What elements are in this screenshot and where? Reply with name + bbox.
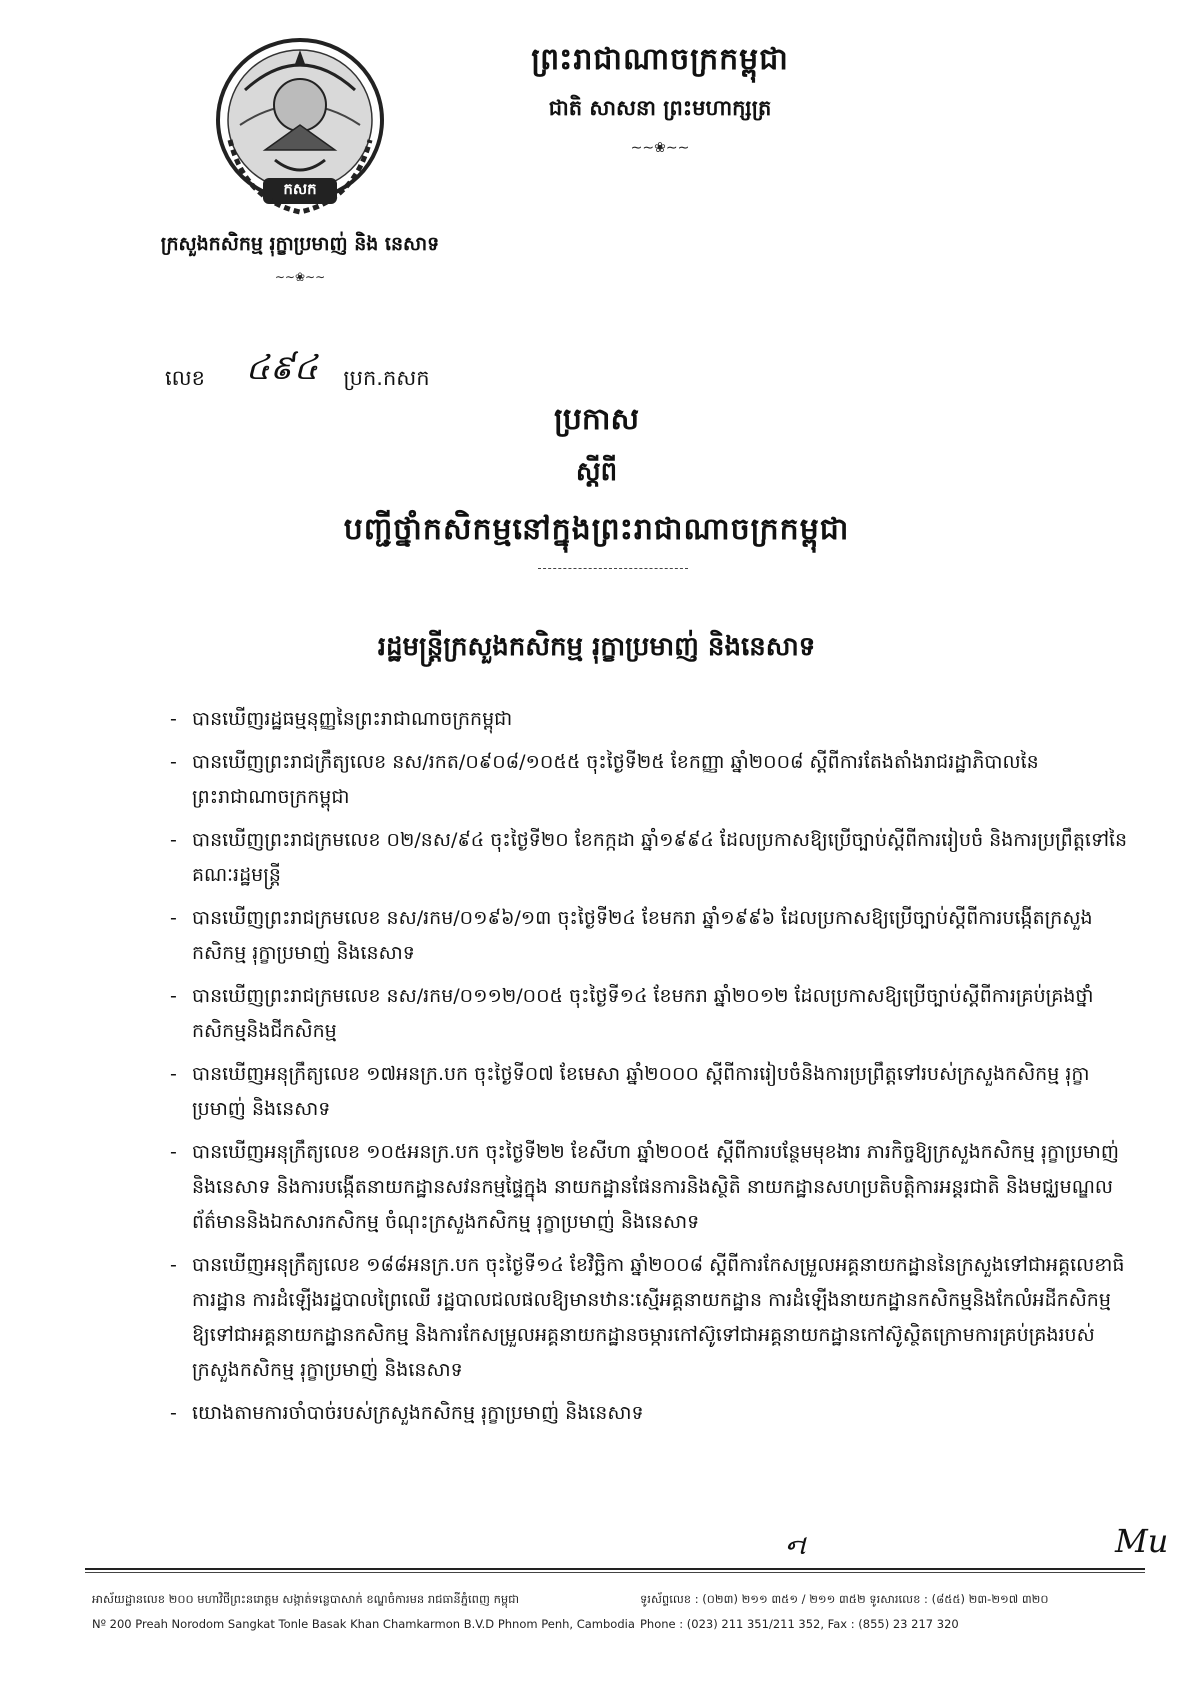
clause-text: បានឃើញព្រះរាជក្រឹត្យលេខ នស/រកត/០៩០៨/១០៥៥ ចុះថ្ងៃទី២៥ ខែកញ្ញា ឆ្នាំ២០០៨ ស្តីពីការតែងតាំងរាជរដ្ឋាភិបាលនៃព្រះរាជាណាចក្រកម្ពុជា: [192, 751, 1039, 808]
footer-divider: [85, 1568, 1145, 1570]
footer-phone-kh: ទូរស័ព្ទលេខ : (០២៣) ២១១ ៣៥១ / ២១១ ៣៥២ ទូរសារលេខ : (៨៥៥) ២៣-២១៧ ៣២០: [640, 1592, 1049, 1606]
clause-text: បានឃើញព្រះរាជក្រមលេខ ០២/នស/៩៤ ចុះថ្ងៃទី២០ ខែកក្កដា ឆ្នាំ១៩៩៤ ដែលប្រកាសឱ្យប្រើច្បាប់ស្តីពីការរៀបចំ និងការប្រព្រឹត្តទៅនៃគណៈរដ្ឋមន្ត្រី: [192, 829, 1128, 886]
clause-text: បានឃើញរដ្ឋធម្មនុញ្ញនៃព្រះរាជាណាចក្រកម្ពុជា: [192, 708, 513, 730]
list-item: - បានឃើញអនុក្រឹត្យលេខ ១០៥អនក្រ.បក ចុះថ្ងៃទី២២ ខែសីហា ឆ្នាំ២០០៥ ស្តីពីការបន្ថែមមុខងារ ភារកិច្ចឱ្យក្រសួងកសិកម្ម រុក្ខាប្រមាញ់ និងនេសាទ និងការបង្កើតនាយកដ្ឋានសវនកម្មផ្ទៃក្នុង នាយកដ្ឋានផែនការនិងស្ថិតិ នាយកដ្ឋានសហប្រតិបត្តិការអន្តរជាតិ និងមជ្ឈមណ្ឌលព័ត៌មាននិងឯកសារកសិកម្ម ចំណុះក្រសួងកសិកម្ម រុក្ខាប្រមាញ់ និងនេសាទ: [170, 1141, 1119, 1233]
list-item: - បានឃើញរដ្ឋធម្មនុញ្ញនៃព្រះរាជាណាចក្រកម្ពុជា: [170, 708, 513, 730]
reference-label: លេខ: [165, 366, 205, 390]
document-about: ស្តីពី: [575, 457, 618, 487]
document-type: ប្រកាស: [553, 402, 640, 437]
initial-signature: Mu: [1115, 1522, 1169, 1560]
list-item: - បានឃើញអនុក្រឹត្យលេខ ១៨៨អនក្រ.បក ចុះថ្ងៃទី១៤ ខែវិច្ឆិកា ឆ្នាំ២០០៨ ស្តីពីការកែសម្រួលអគ្គនាយកដ្ឋាននៃក្រសួងទៅជាអគ្គលេខាធិការដ្ឋាន ការដំឡើងរដ្ឋបាលព្រៃឈើ រដ្ឋបាលជលផលឱ្យមានឋានៈស្មើអគ្គនាយកដ្ឋាន ការដំឡើងនាយកដ្ឋានកសិកម្មនិងកែលំអដីកសិកម្មឱ្យទៅជាអគ្គនាយកដ្ឋានកសិកម្ម និងការកែសម្រួលអគ្គនាយកដ្ឋានចម្ការកៅស៊ូទៅជាអគ្គនាយកដ្ឋានកៅស៊ូស្ថិតក្រោមការគ្រប់គ្រងរបស់ក្រសួងកសិកម្ម រុក្ខាប្រមាញ់ និងនេសាទ: [170, 1254, 1125, 1381]
ministry-emblem: [205, 30, 395, 230]
footer-address-en: Nº 200 Preah Norodom Sangkat Tonle Basak Khan Chamkarmon B.V.D Phnom Penh, Cambodia: [92, 1617, 635, 1631]
minister-heading: រដ្ឋមន្ត្រីក្រសួងកសិកម្ម រុក្ខាប្រមាញ់ និងនេសាទ: [377, 632, 816, 662]
reference-number: [165, 348, 430, 402]
list-item: - បានឃើញអនុក្រឹត្យលេខ ១៧អនក្រ.បក ចុះថ្ងៃទី០៧ ខែមេសា ឆ្នាំ២០០០ ស្តីពីការរៀបចំនិងការប្រព្រឹត្តទៅរបស់ក្រសួងកសិកម្ម រុក្ខាប្រមាញ់ និងនេសាទ: [170, 1063, 1090, 1120]
ministry-ornament: ∼∼❀∼∼: [274, 270, 326, 284]
national-motto: ជាតិ សាសនា ព្រះមហាក្សត្រ: [548, 96, 772, 120]
kingdom-title: ព្រះរាជាណាចក្រកម្ពុជា: [531, 42, 789, 77]
list-item: - បានឃើញព្រះរាជក្រមលេខ នស/រកម/០១៩៦/១៣ ចុះថ្ងៃទី២៤ ខែមករា ឆ្នាំ១៩៩៦ ដែលប្រកាសឱ្យប្រើច្បាប់ស្តីពីការបង្កើតក្រសួងកសិកម្ម រុក្ខាប្រមាញ់ និងនេសាទ: [170, 907, 1093, 964]
document-subject: បញ្ជីថ្នាំកសិកម្មនៅក្នុងព្រះរាជាណាចក្រកម្ពុជា: [343, 512, 850, 547]
list-item: - យោងតាមការចាំបាច់របស់ក្រសួងកសិកម្ម រុក្ខាប្រមាញ់ និងនេសាទ: [170, 1402, 644, 1424]
clause-text: បានឃើញអនុក្រឹត្យលេខ ១៨៨អនក្រ.បក ចុះថ្ងៃទី១៤ ខែវិច្ឆិកា ឆ្នាំ២០០៨ ស្តីពីការកែសម្រួលអគ្គនាយកដ្ឋាននៃក្រសួងទៅជាអគ្គលេខាធិការដ្ឋាន ការដំឡើងរដ្ឋបាលព្រៃឈើ រដ្ឋបាលជលផលឱ្យមានឋានៈស្មើអគ្គនាយកដ្ឋាន ការដំឡើងនាយកដ្ឋានកសិកម្មនិងកែលំអដីកសិកម្មឱ្យទៅជាអគ្គនាយកដ្ឋានកសិកម្ម និងការកែសម្រួលអគ្គនាយកដ្ឋានចម្ការកៅស៊ូទៅជាអគ្គនាយកដ្ឋានកៅស៊ូស្ថិតក្រោមការគ្រប់គ្រងរបស់ក្រសួងកសិកម្ម រុក្ខាប្រមាញ់ និងនេសាទ: [192, 1254, 1125, 1381]
header-ornament: ∼∼❀∼∼: [630, 140, 690, 156]
clause-text: បានឃើញព្រះរាជក្រមលេខ នស/រកម/០១១២/០០៥ ចុះថ្ងៃទី១៤ ខែមករា ឆ្នាំ២០១២ ដែលប្រកាសឱ្យប្រើច្បាប់ស្តីពីការគ្រប់គ្រងថ្នាំកសិកម្មនិងជីកសិកម្ម: [192, 985, 1094, 1042]
footer-address-kh: អាស័យដ្ឋានលេខ ២០០ មហាវិថីព្រះនរោត្តម សង្កាត់ទន្លេបាសាក់ ខណ្ឌចំការមន រាជធានីភ្នំពេញ កម្ពុជា: [92, 1592, 520, 1606]
preamble-clauses: [170, 702, 1130, 1439]
list-item: - បានឃើញព្រះរាជក្រមលេខ ០២/នស/៩៤ ចុះថ្ងៃទី២០ ខែកក្កដា ឆ្នាំ១៩៩៤ ដែលប្រកាសឱ្យប្រើច្បាប់ស្តីពីការរៀបចំ និងការប្រព្រឹត្តទៅនៃគណៈរដ្ឋមន្ត្រី: [170, 829, 1128, 886]
footer-phone-en: Phone : (023) 211 351/211 352, Fax : (855) 23 217 320: [640, 1617, 959, 1631]
clause-text: បានឃើញអនុក្រឹត្យលេខ ១៧អនក្រ.បក ចុះថ្ងៃទី០៧ ខែមេសា ឆ្នាំ២០០០ ស្តីពីការរៀបចំនិងការប្រព្រឹត្តទៅរបស់ក្រសួងកសិកម្ម រុក្ខាប្រមាញ់ និងនេសាទ: [192, 1063, 1090, 1120]
list-item: - បានឃើញព្រះរាជក្រមលេខ នស/រកម/០១១២/០០៥ ចុះថ្ងៃទី១៤ ខែមករា ឆ្នាំ២០១២ ដែលប្រកាសឱ្យប្រើច្បាប់ស្តីពីការគ្រប់គ្រងថ្នាំកសិកម្មនិងជីកសិកម្ម: [170, 985, 1094, 1042]
emblem-text: កសក: [283, 180, 317, 198]
clause-text: បានឃើញព្រះរាជក្រមលេខ នស/រកម/០១៩៦/១៣ ចុះថ្ងៃទី២៤ ខែមករា ឆ្នាំ១៩៩៦ ដែលប្រកាសឱ្យប្រើច្បាប់ស្តីពីការបង្កើតក្រសួងកសិកម្ម រុក្ខាប្រមាញ់ និងនេសាទ: [192, 907, 1093, 964]
handwritten-number: ៤៩៤: [245, 348, 318, 388]
title-divider: [538, 568, 688, 569]
footer-divider: [85, 1572, 1145, 1573]
clause-text: យោងតាមការចាំបាច់របស់ក្រសួងកសិកម្ម រុក្ខាប្រមាញ់ និងនេសាទ: [192, 1402, 644, 1424]
clause-text: បានឃើញអនុក្រឹត្យលេខ ១០៥អនក្រ.បក ចុះថ្ងៃទី២២ ខែសីហា ឆ្នាំ២០០៥ ស្តីពីការបន្ថែមមុខងារ ភារកិច្ចឱ្យក្រសួងកសិកម្ម រុក្ខាប្រមាញ់ និងនេសាទ និងការបង្កើតនាយកដ្ឋានសវនកម្មផ្ទៃក្នុង នាយកដ្ឋានផែនការនិងស្ថិតិ នាយកដ្ឋានសហប្រតិបត្តិការអន្តរជាតិ និងមជ្ឈមណ្ឌលព័ត៌មាននិងឯកសារកសិកម្ម ចំណុះក្រសួងកសិកម្ម រុក្ខាប្រមាញ់ និងនេសាទ: [192, 1141, 1119, 1233]
initial-signature: ન: [785, 1528, 806, 1561]
ministry-name: ក្រសួងកសិកម្ម រុក្ខាប្រមាញ់ និង នេសាទ: [160, 233, 440, 255]
reference-suffix: ប្រក.កសក: [343, 366, 430, 390]
list-item: - បានឃើញព្រះរាជក្រឹត្យលេខ នស/រកត/០៩០៨/១០៥៥ ចុះថ្ងៃទី២៥ ខែកញ្ញា ឆ្នាំ២០០៨ ស្តីពីការតែងតាំងរាជរដ្ឋាភិបាលនៃព្រះរាជាណាចក្រកម្ពុជា: [170, 751, 1039, 808]
